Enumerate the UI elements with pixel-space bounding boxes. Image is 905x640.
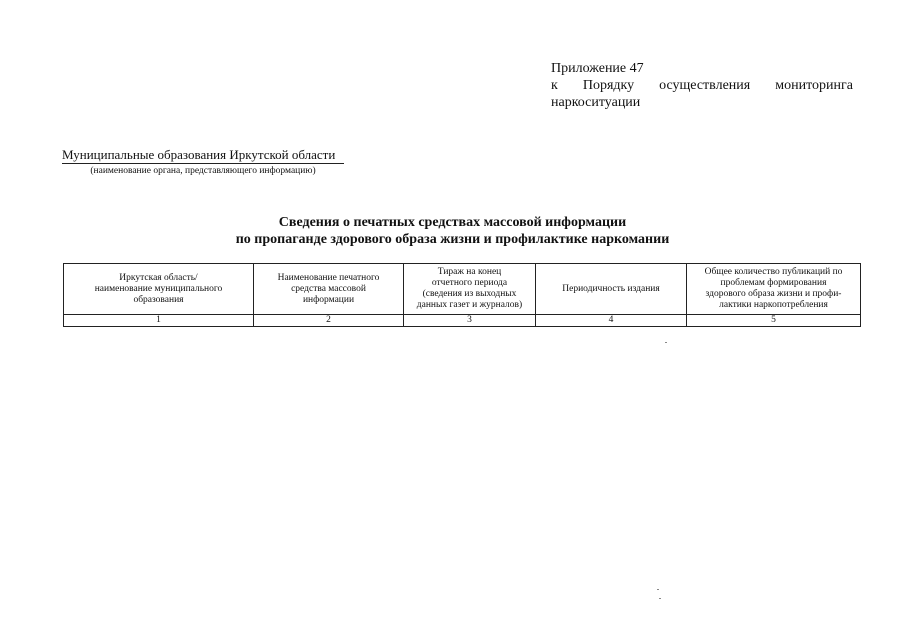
- scan-speck: [657, 589, 659, 590]
- appendix-word: осуществления: [659, 78, 751, 93]
- header-line: Общее количество публикаций по: [704, 267, 843, 277]
- column-number: 5: [687, 315, 861, 327]
- appendix-word: к: [551, 78, 558, 93]
- column-number: 4: [536, 315, 687, 327]
- header-line: (сведения из выходных: [422, 289, 517, 299]
- header-line: Периодичность издания: [562, 283, 660, 294]
- title-line: Сведения о печатных средствах массовой информации: [278, 215, 627, 230]
- header-line: Тираж на конец: [437, 267, 502, 277]
- scan-speck: [659, 598, 661, 599]
- column-number: 2: [254, 315, 404, 327]
- header-circulation: [404, 264, 536, 315]
- column-number: 1: [64, 315, 254, 327]
- table-header-row: [64, 264, 861, 315]
- header-publications-count: [687, 264, 861, 315]
- appendix-reference-end: наркоситуации: [551, 95, 641, 110]
- header-media-name: [254, 264, 404, 315]
- header-line: Иркутская область/: [119, 272, 198, 283]
- header-line: данных газет и журналов): [416, 300, 523, 310]
- header-line: лактики наркопотребления: [719, 300, 828, 310]
- header-line: отчетного периода: [431, 278, 508, 288]
- appendix-reference-line: [551, 77, 853, 94]
- organization-caption: (наименование органа, представляющего информацию): [90, 166, 316, 176]
- header-periodicity: [536, 264, 687, 315]
- header-line: здорового образа жизни и профи-: [705, 289, 842, 299]
- header-line: Наименование печатного: [277, 272, 380, 283]
- header-line: наименование муниципального: [94, 283, 223, 294]
- header-line: средства массовой: [291, 283, 366, 294]
- organization-name: Муниципальные образования Иркутской области: [62, 147, 344, 164]
- header-line: проблемам формирования: [720, 278, 827, 288]
- appendix-number: Приложение 47: [551, 61, 644, 76]
- header-region: [64, 264, 254, 315]
- column-number-row: [64, 315, 861, 327]
- header-line: информации: [302, 294, 355, 305]
- appendix-note: [551, 60, 853, 111]
- column-number: 3: [404, 315, 536, 327]
- document-title: [0, 214, 905, 248]
- scan-speck: [665, 342, 667, 343]
- header-line: образования: [133, 294, 184, 305]
- organization-block: [62, 147, 344, 177]
- report-table: [63, 263, 861, 327]
- title-line: по пропаганде здорового образа жизни и профилактике наркомании: [235, 232, 670, 247]
- appendix-word: Порядку: [582, 78, 635, 93]
- appendix-word: мониторинга: [775, 78, 853, 93]
